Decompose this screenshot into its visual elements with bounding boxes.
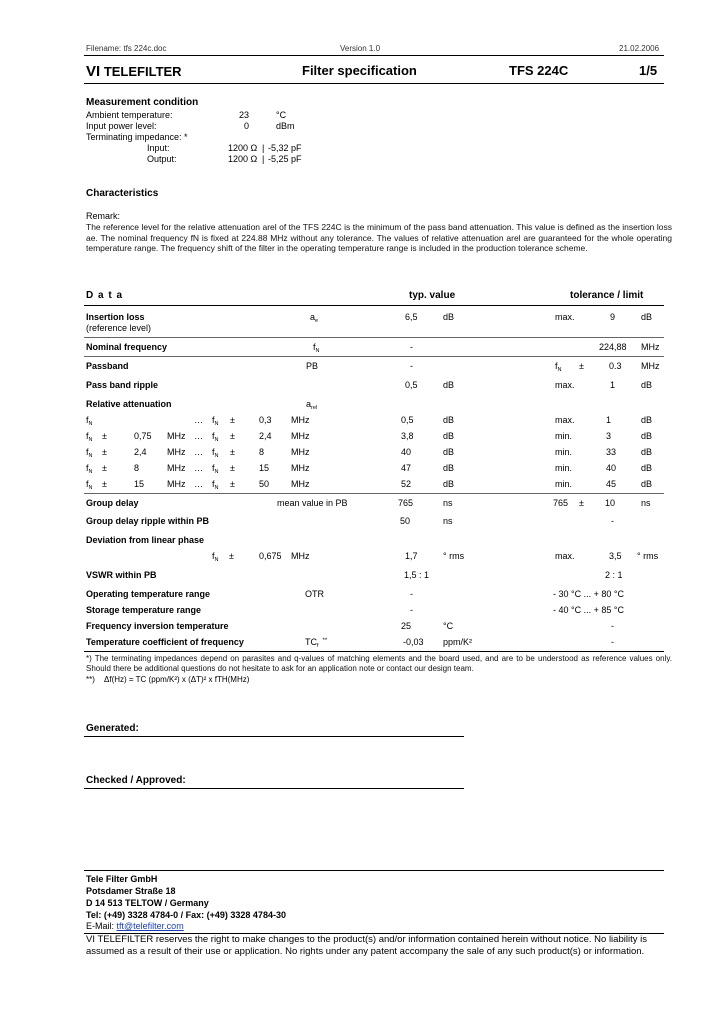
nominal-frequency-label: Nominal frequency (86, 342, 168, 352)
input-capacitance: -5,32 pF (268, 143, 302, 153)
relatt-row-dots: … (194, 479, 203, 489)
relatt-row-lim: 45 (606, 479, 617, 489)
relatt-row-f1-sub: N (88, 469, 93, 475)
footnote-tcf-prefix: **) (86, 675, 95, 684)
deviation-limit: 3,5 (609, 551, 622, 561)
relatt-row-f1 (86, 479, 93, 489)
relatt-row-kind: min. (555, 447, 573, 457)
table-rule-bottom (84, 651, 664, 652)
relatt-row-u1: MHz (167, 431, 186, 441)
insertion-loss-limit-unit: dB (641, 312, 653, 322)
deviation-typ-unit: ° rms (443, 551, 465, 561)
generated-line (84, 736, 464, 737)
relatt-row-f2-sub: N (214, 437, 219, 443)
relatt-row-typ: 40 (401, 447, 412, 457)
filename: Filename: tfs 224c.doc (86, 44, 167, 53)
passband-limit-f (555, 361, 562, 371)
relatt-row-lim: 1 (606, 415, 612, 425)
company-city: D 14 513 TELTOW / Germany (86, 898, 209, 908)
version: Version 1.0 (340, 44, 381, 53)
group-ripple-typ: 50 (400, 516, 411, 526)
relatt-row-f2 (212, 415, 219, 425)
email-row (86, 921, 184, 931)
tcf-symbol-sup: ** (322, 638, 328, 644)
doc-title: Filter specification (302, 63, 417, 78)
relatt-row-unit: dB (443, 415, 455, 425)
email-label: E-Mail: (86, 921, 115, 931)
ripple-limit-unit: dB (641, 380, 653, 390)
date: 21.02.2006 (619, 44, 660, 53)
relatt-row-typ: 52 (401, 479, 412, 489)
table-rule (84, 493, 664, 494)
group-delay-unit: ns (443, 498, 453, 508)
relatt-label: Relative attenuation (86, 399, 172, 409)
nominal-frequency-symbol-base: f (313, 342, 316, 352)
relatt-row-f2-sub: N (214, 421, 219, 427)
checked-line (84, 788, 464, 789)
relatt-row-f2-sub: N (214, 453, 219, 459)
relatt-row-f1-base: f (86, 447, 89, 457)
relatt-row-pm2: ± (230, 415, 235, 425)
passband-limit-f-sub: N (557, 367, 562, 373)
relatt-row-pm2: ± (230, 463, 235, 473)
relatt-row-v2: 50 (259, 479, 270, 489)
output-capacitance: -5,25 pF (268, 154, 302, 164)
characteristics-title: Characteristics (86, 188, 159, 199)
relatt-row-lim: 40 (606, 463, 617, 473)
tcf-unit: ppm/K² (443, 637, 473, 647)
tcf-symbol-base: TC (305, 637, 317, 647)
relatt-row-v2: 2,4 (259, 431, 272, 441)
passband-label: Passband (86, 361, 129, 371)
relatt-row-v2: 8 (259, 447, 265, 457)
relatt-row-kind: min. (555, 431, 573, 441)
header-rule-top (84, 55, 664, 56)
relatt-row-f1 (86, 415, 93, 425)
insertion-loss-symbol-base: a (310, 312, 316, 322)
nominal-frequency-symbol-sub: N (315, 348, 320, 354)
ripple-label: Pass band ripple (86, 380, 159, 390)
col-data-header: D a t a (86, 290, 124, 301)
insertion-loss-symbol (310, 312, 318, 322)
relatt-row-lu: dB (641, 463, 653, 473)
insertion-loss-label: Insertion loss (86, 312, 145, 322)
ripple-unit: dB (443, 380, 455, 390)
relatt-row-u1: MHz (167, 447, 186, 457)
relatt-row-lim: 33 (606, 447, 617, 457)
vswr-typ: 1,5 : 1 (404, 570, 430, 580)
relatt-row-pm1: ± (102, 447, 107, 457)
relatt-row-f1-base: f (86, 431, 89, 441)
fit-unit: °C (443, 621, 454, 631)
group-delay-limit-a: 765 (553, 498, 569, 508)
deviation-f (212, 551, 219, 561)
passband-limit: 0.3 (609, 361, 622, 371)
relatt-row-dots: … (194, 463, 203, 473)
output-separator: | (262, 154, 265, 164)
group-delay-limit-b: 10 (605, 498, 616, 508)
passband-limit-unit: MHz (641, 361, 660, 371)
relatt-row-f2 (212, 463, 219, 473)
generated-label: Generated: (86, 723, 139, 734)
part-number: TFS 224C (509, 63, 569, 78)
table-rule-header (84, 305, 664, 306)
otr-label: Operating temperature range (86, 589, 211, 599)
email-link[interactable]: tft@telefilter.com (116, 921, 184, 931)
relatt-row-f2-sub: N (214, 485, 219, 491)
tcf-typ: -0,03 (403, 637, 424, 647)
otr-typ: - (410, 589, 413, 599)
vswr-label: VSWR within PB (86, 570, 157, 580)
col-tol-header: tolerance / limit (570, 290, 644, 301)
tcf-symbol (305, 637, 327, 647)
output-label: Output: (147, 154, 177, 164)
impedance-label: Terminating impedance: * (86, 132, 188, 142)
page-number: 1/5 (639, 63, 658, 78)
relatt-row-kind: max. (555, 415, 575, 425)
input-value: 1200 Ω (228, 143, 258, 153)
relatt-row-v1: 15 (134, 479, 145, 489)
insertion-loss-symbol-sub: e (315, 318, 319, 324)
relatt-row-pm2: ± (230, 431, 235, 441)
relatt-row-v2: 0,3 (259, 415, 272, 425)
relatt-row-pm1: ± (102, 463, 107, 473)
passband-symbol: PB (306, 361, 319, 371)
relatt-row-typ: 47 (401, 463, 412, 473)
power-value: 0 (244, 121, 250, 131)
relatt-row-f2-base: f (212, 479, 215, 489)
group-delay-pm: ± (579, 498, 584, 508)
relatt-row-u2: MHz (291, 463, 310, 473)
relatt-row-u2: MHz (291, 447, 310, 457)
col-typ-header: typ. value (409, 290, 456, 301)
relatt-row-pm2: ± (230, 447, 235, 457)
otr-symbol: OTR (305, 589, 324, 599)
relatt-row-kind: min. (555, 463, 573, 473)
insertion-loss-limit-kind: max. (555, 312, 575, 322)
relatt-row-f2 (212, 479, 219, 489)
deviation-f-sub: N (214, 557, 219, 563)
insertion-loss-typ: 6,5 (405, 312, 418, 322)
ripple-limit-kind: max. (555, 380, 575, 390)
ambient-label: Ambient temperature: (86, 110, 173, 120)
relatt-row-pm1: ± (102, 431, 107, 441)
deviation-limit-unit: ° rms (637, 551, 659, 561)
relatt-row-u2: MHz (291, 415, 310, 425)
relatt-row-unit: dB (443, 431, 455, 441)
relatt-row-f2-base: f (212, 431, 215, 441)
fit-limit: - (611, 621, 614, 631)
relatt-row-unit: dB (443, 463, 455, 473)
relatt-symbol (306, 399, 317, 409)
relatt-row-dots: … (194, 415, 203, 425)
header-rule-bottom (84, 83, 664, 84)
checked-label: Checked / Approved: (86, 775, 186, 786)
insertion-loss-sublabel: (reference level) (86, 323, 152, 333)
passband-limit-f-base: f (555, 361, 558, 371)
relatt-row-dots: … (194, 431, 203, 441)
relatt-row-v2: 15 (259, 463, 270, 473)
group-delay-typ: 765 (398, 498, 414, 508)
measurement-title: Measurement condition (86, 97, 199, 108)
relatt-symbol-base: a (306, 399, 312, 409)
power-unit: dBm (276, 121, 295, 131)
relatt-row-f2 (212, 447, 219, 457)
disclaimer: VI TELEFILTER reserves the right to make changes to the product(s) and/or information contained herein without notice. No liability is assumed as a result of their use or application. No rights under any patent accompany the sale of any such product(s) or information. (86, 934, 647, 957)
group-delay-symbol: mean value in PB (277, 498, 348, 508)
group-delay-label: Group delay (86, 498, 139, 508)
brand-logo (86, 63, 182, 80)
table-rule (84, 337, 664, 338)
relatt-row-lu: dB (641, 479, 653, 489)
relatt-row-u1: MHz (167, 463, 186, 473)
company-phone: Tel: (+49) 3328 4784-0 / Fax: (+49) 3328 4784-30 (86, 910, 286, 920)
relatt-row-f2-base: f (212, 447, 215, 457)
relatt-row-v1: 0,75 (134, 431, 152, 441)
relatt-row-lu: dB (641, 431, 653, 441)
nominal-frequency-limit: 224,88 (599, 342, 627, 352)
insertion-loss-unit: dB (443, 312, 455, 322)
relatt-row-typ: 0,5 (401, 415, 414, 425)
relatt-row-f1-sub: N (88, 421, 93, 427)
passband-pm: ± (579, 361, 584, 371)
ripple-limit: 1 (610, 380, 616, 390)
relatt-row-v1: 8 (134, 463, 140, 473)
relatt-symbol-sub: rel (311, 405, 318, 411)
relatt-row-f1 (86, 431, 93, 441)
deviation-label: Deviation from linear phase (86, 535, 205, 545)
nominal-frequency-limit-unit: MHz (641, 342, 660, 352)
relatt-row-f1-sub: N (88, 485, 93, 491)
footnote-tcf: Δf(Hz) = TC (ppm/K²) x (ΔT)² x fTH(MHz) (104, 675, 250, 684)
relatt-row-f1-sub: N (88, 437, 93, 443)
fit-typ: 25 (401, 621, 412, 631)
storage-limit: - 40 °C ... + 85 °C (553, 605, 624, 615)
relatt-row-f2-sub: N (214, 469, 219, 475)
otr-limit: - 30 °C ... + 80 °C (553, 589, 624, 599)
relatt-row-lu: dB (641, 415, 653, 425)
output-value: 1200 Ω (228, 154, 258, 164)
relatt-row-lu: dB (641, 447, 653, 457)
relatt-row-pm2: ± (230, 479, 235, 489)
relatt-row-f2-base: f (212, 415, 215, 425)
input-label: Input: (147, 143, 170, 153)
group-ripple-unit: ns (443, 516, 453, 526)
footer-rule (84, 870, 664, 871)
storage-typ: - (410, 605, 413, 615)
relatt-row-kind: min. (555, 479, 573, 489)
deviation-unit: MHz (291, 551, 310, 561)
power-label: Input power level: (86, 121, 157, 131)
insertion-loss-limit: 9 (610, 312, 616, 322)
ambient-value: 23 (239, 110, 250, 120)
group-delay-limit-unit: ns (641, 498, 651, 508)
group-ripple-limit: - (611, 516, 614, 526)
relatt-row-unit: dB (443, 447, 455, 457)
ripple-typ: 0,5 (405, 380, 418, 390)
group-ripple-label: Group delay ripple within PB (86, 516, 210, 526)
nominal-frequency-typ: - (410, 342, 413, 352)
relatt-row-f2-base: f (212, 463, 215, 473)
input-separator: | (262, 143, 265, 153)
relatt-row-typ: 3,8 (401, 431, 414, 441)
storage-label: Storage temperature range (86, 605, 202, 615)
relatt-row-dots: … (194, 447, 203, 457)
relatt-row-unit: dB (443, 479, 455, 489)
tcf-limit: - (611, 637, 614, 647)
tcf-symbol-sub: f (317, 643, 319, 649)
relatt-row-lim: 3 (606, 431, 612, 441)
company-name: Tele Filter GmbH (86, 874, 158, 884)
relatt-row-f1-base: f (86, 479, 89, 489)
company-street: Potsdamer Straße 18 (86, 886, 176, 896)
deviation-typ: 1,7 (405, 551, 418, 561)
deviation-f-base: f (212, 551, 215, 561)
vswr-limit: 2 : 1 (605, 570, 623, 580)
relatt-row-v1: 2,4 (134, 447, 147, 457)
relatt-row-u2: MHz (291, 431, 310, 441)
footnote-impedance: *) The terminating impedances depend on parasites and q-values of matching elements and the board used, and are to be understood as reference values only. Should there be additional questions do not hesitate to ask for an application note or contact our design team. (86, 654, 672, 673)
remark-label: Remark: (86, 211, 121, 221)
tcf-label: Temperature coefficient of frequency (86, 637, 244, 647)
relatt-row-f1 (86, 447, 93, 457)
relatt-row-pm1: ± (102, 479, 107, 489)
relatt-row-f1-sub: N (88, 453, 93, 459)
relatt-row-f1 (86, 463, 93, 473)
nominal-frequency-symbol (313, 342, 320, 352)
fit-label: Frequency inversion temperature (86, 621, 229, 631)
relatt-row-f2 (212, 431, 219, 441)
relatt-row-f1-base: f (86, 463, 89, 473)
deviation-pm: ± (229, 551, 234, 561)
remark-text: The reference level for the relative attenuation arel of the TFS 224C is the minimum of the pass band attenuation. This value is defined as the insertion loss ae. The nominal frequency fN is fixed at 224.88 MHz without any tolerance. The values of relative attenuation arel are guaranteed for the whole operating temperature range. The frequency shift of the filter in the operating temperature range is included in the production tolerance scheme. (86, 222, 672, 253)
relatt-row-f1-base: f (86, 415, 89, 425)
relatt-row-u1: MHz (167, 479, 186, 489)
relatt-row-u2: MHz (291, 479, 310, 489)
ambient-unit: °C (276, 110, 287, 120)
brand-name: TELEFILTER (103, 64, 182, 79)
brand-mark: VI (86, 63, 101, 80)
deviation-limit-kind: max. (555, 551, 575, 561)
table-rule (84, 356, 664, 357)
deviation-value: 0,675 (259, 551, 282, 561)
passband-typ: - (410, 361, 413, 371)
